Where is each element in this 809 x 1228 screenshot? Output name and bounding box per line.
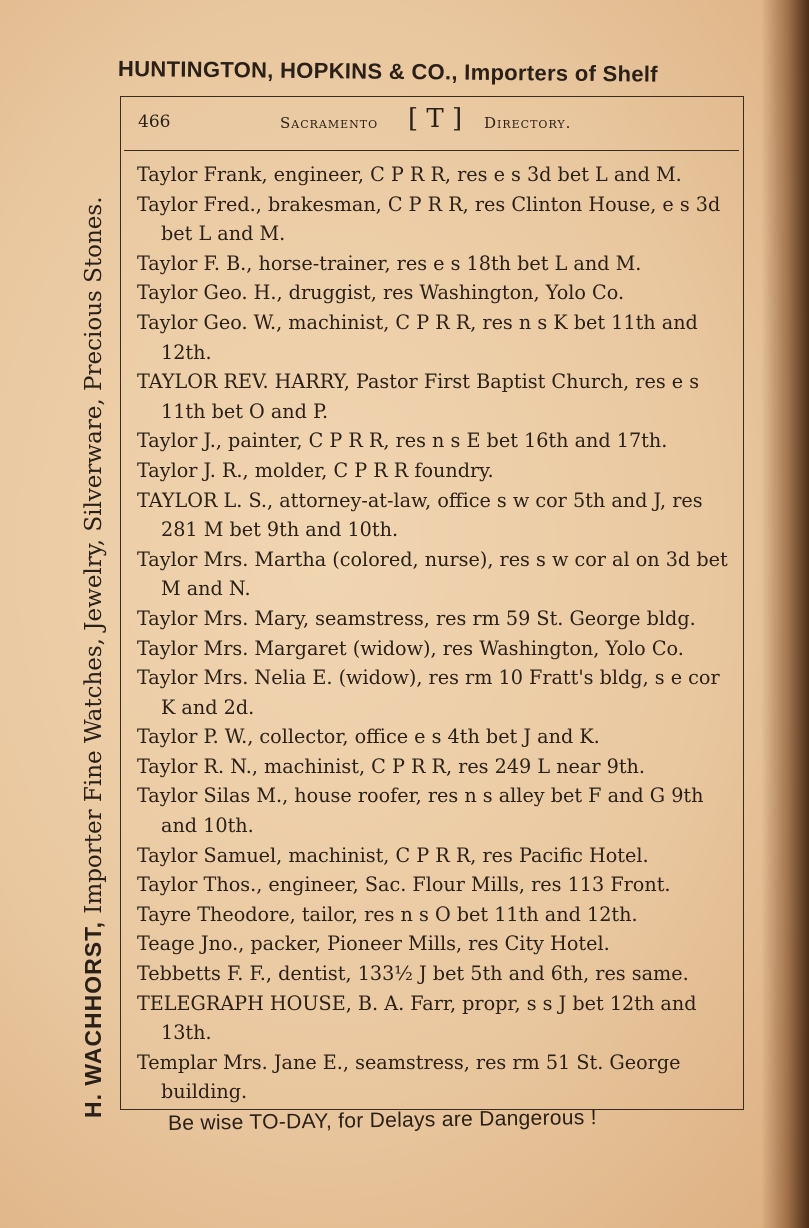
footer-motto: Be wise TO-DAY, for Delays are Dangerous !: [167, 1106, 598, 1135]
running-head-letter: [ T ]: [408, 104, 463, 134]
directory-entry: Taylor R. N., machinist, C P R R, res 249 L near 9th.: [137, 754, 645, 778]
side-ad-name: H. WACHHORST,: [80, 921, 106, 1118]
directory-entry: Taylor Mrs. Nelia E. (widow), res rm 10 Fratt's bldg, s e cor K and 2d.: [137, 666, 720, 719]
header-rule: [124, 150, 739, 151]
directory-entry: Tayre Theodore, tailor, res n s O bet 11th and 12th.: [137, 902, 638, 926]
directory-entry: Taylor P. W., collector, office e s 4th bet J and K.: [137, 725, 600, 749]
directory-entry: Taylor Geo. W., machinist, C P R R, res n s K bet 11th and 12th.: [137, 310, 698, 364]
running-head-city: Sacramento: [280, 114, 379, 132]
side-advertisement: [80, 98, 114, 1118]
directory-entry: TAYLOR L. S., attorney-at-law, office s w cor 5th and J, res 281 M bet 9th and 10th.: [137, 488, 703, 542]
directory-entry: Taylor J. R., molder, C P R R foundry.: [137, 458, 494, 482]
running-head-directory: Directory.: [484, 114, 572, 132]
directory-entry: Taylor Silas M., house roofer, res n s alley bet F and G 9th and 10th.: [137, 784, 704, 838]
directory-entry: Taylor Frank, engineer, C P R R, res e s 3d bet L and M.: [137, 163, 682, 186]
directory-entry: Taylor Mrs. Mary, seamstress, res rm 59 St. George bldg.: [137, 606, 696, 630]
directory-entry: TAYLOR REV. HARRY, Pastor First Baptist Church, res e s 11th bet O and P.: [137, 370, 700, 423]
directory-entry: Taylor Samuel, machinist, C P R R, res Pacific Hotel.: [137, 843, 649, 867]
directory-entry: Teage Jno., packer, Pioneer Mills, res City Hotel.: [137, 932, 610, 956]
running-head: [138, 104, 738, 140]
book-spine-shadow: [761, 0, 809, 1228]
directory-entry: Taylor J., painter, C P R R, res n s E bet 16th and 17th.: [137, 429, 668, 453]
directory-entry: TELEGRAPH HOUSE, B. A. Farr, propr, s s J bet 12th and 13th.: [137, 991, 697, 1045]
page-number: 466: [138, 112, 171, 132]
directory-entry: Taylor Thos., engineer, Sac. Flour Mills, res 113 Front.: [137, 873, 671, 897]
directory-entry: Taylor Mrs. Margaret (widow), res Washington, Yolo Co.: [137, 636, 684, 660]
directory-entry: Templar Mrs. Jane E., seamstress, res rm 51 St. George building.: [137, 1050, 681, 1104]
directory-entry: Taylor F. B., horse-trainer, res e s 18th bet L and M.: [137, 251, 642, 275]
side-ad-text: Importer Fine Watches, Jewelry, Silverware, Precious Stones.: [81, 196, 107, 921]
top-advertisement-header: HUNTINGTON, HOPKINS & CO., Importers of Shelf: [117, 56, 659, 87]
directory-entries: [137, 160, 737, 1107]
directory-entry: Tebbetts F. F., dentist, 133½ J bet 5th and 6th, res same.: [137, 962, 689, 986]
directory-entry: Taylor Mrs. Martha (colored, nurse), res s w cor al on 3d bet M and N.: [137, 547, 728, 601]
directory-entry: Taylor Fred., brakesman, C P R R, res Clinton House, e s 3d bet L and M.: [137, 192, 721, 246]
directory-entry: Taylor Geo. H., druggist, res Washington, Yolo Co.: [137, 281, 625, 305]
